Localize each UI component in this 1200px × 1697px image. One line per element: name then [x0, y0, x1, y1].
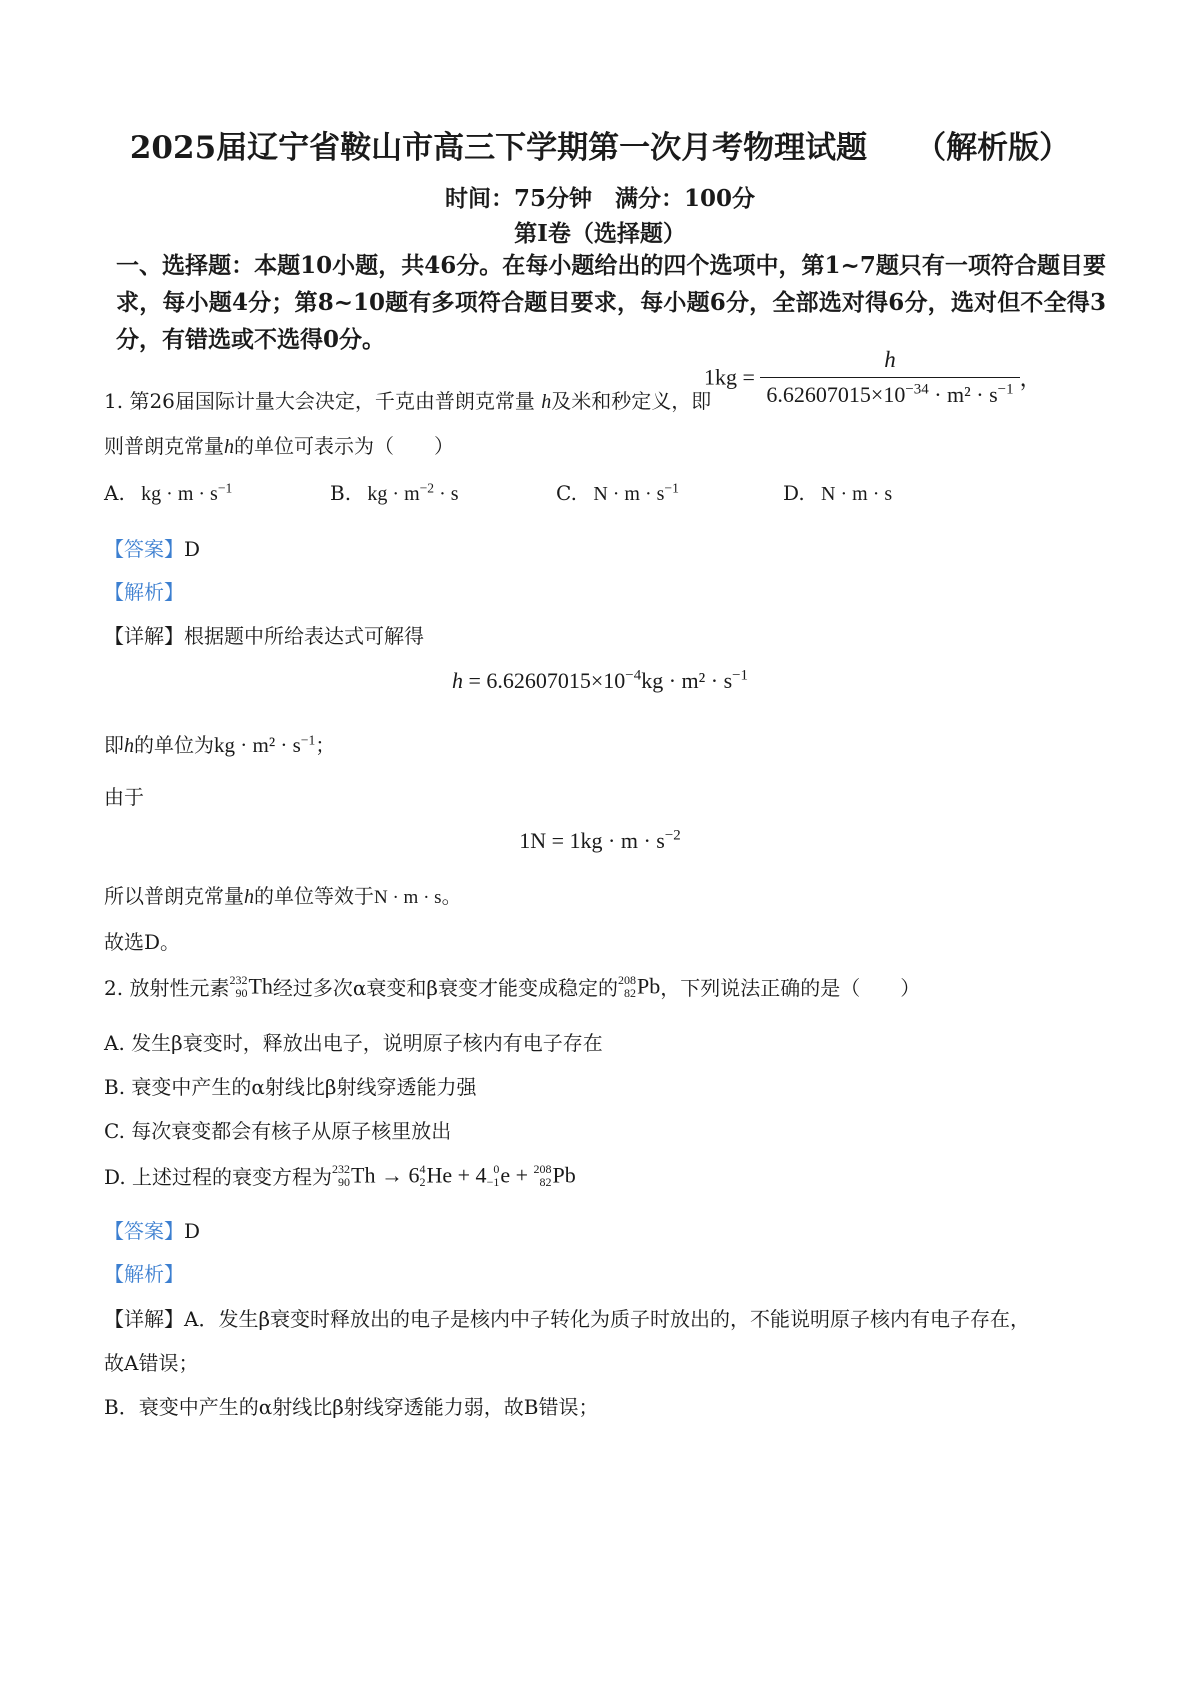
q1-analysis-tag: 【解析】	[104, 580, 184, 604]
q2-pb-nuclide-numbers: 208 82	[617, 972, 636, 1000]
q1-equation-h: $h = 6.62607015\times 10^{-4}kg \cdot m^2 \cdot s^{-1}$	[451, 667, 749, 693]
q2-option-d: D. 上述过程的衰变方程为 232 90 Th → 6 4 2 He + 4 0 −1 e + 208 82 Pb	[104, 1161, 576, 1189]
q2-analysis-tag: 【解析】	[104, 1262, 184, 1286]
volume-heading: 第Ⅰ卷（选择题）	[514, 220, 686, 247]
q2-detail-a-cont: 故A错误；	[104, 1351, 199, 1375]
title-main: 2025届辽宁省鞍山市高三下学期第一次月考物理试题	[129, 130, 868, 166]
q1-option-d: D. N · m · s	[783, 481, 893, 505]
q1-unit-line: 即h的单位为kg · $m^2 \cdot s^{-1}$；	[104, 732, 336, 757]
q2-option-c: C. 每次衰变都会有核子从原子核里放出	[104, 1119, 452, 1143]
q1-definition-fraction: $\frac{h}{6.62607015\times 10^{-34} \cdot m^2 \cdot s^{-1}}$	[760, 347, 1019, 408]
q2-option-a: A. 发生β衰变时，释放出电子，说明原子核内有电子存在	[104, 1031, 603, 1055]
time-info: 时间：75分钟 满分：100分	[444, 185, 756, 212]
q2-stem: 2. 放射性元素 232 90 Th经过多次α衰变和β衰变才能变成稳定的 208 82 Pb，下列说法正确的是（ ）	[104, 972, 921, 1000]
q1-option-a: A. kg · $m \cdot s^{-1}$	[104, 480, 233, 505]
q1-kilogram-definition: 1kg = $\frac{h}{6.62607015\times 10^{-34} \cdot m^2 \cdot s^{-1}}$ ，	[704, 347, 1042, 407]
q2-th-nuclide-numbers: 232 90	[229, 972, 248, 1000]
q2-detail-a: 【详解】A．发生β衰变时释放出的电子是核内中子转化为质子时放出的，不能说明原子核内有电子存在，	[104, 1307, 1031, 1331]
q2-option-b: B. 衰变中产生的α射线比β射线穿透能力强	[104, 1075, 477, 1099]
q1-equation-newton: $1N = 1kg \cdot m \cdot s^{-2}$	[519, 827, 681, 853]
q1-option-b: B. kg · $m^{-2} \cdot s$	[330, 480, 459, 505]
q1-option-c: C. $N \cdot m \cdot s^{-1}$	[556, 480, 679, 505]
q2-detail-b: B．衰变中产生的α射线比β射线穿透能力弱，故B错误；	[104, 1395, 599, 1419]
title-edition: （解析版）	[915, 130, 1071, 166]
q2-answer: 【答案】D	[104, 1219, 201, 1243]
q1-since-line: 由于	[104, 785, 144, 809]
q1-conclusion: 故选D。	[104, 930, 181, 954]
page-title	[0, 122, 1200, 167]
q1-stem-line1: 1. 第26届国际计量大会决定，千克由普朗克常量 h及米和秒定义，即	[104, 389, 712, 413]
section-instructions: 一、选择题：本题10小题，共46分。在每小题给出的四个选项中，第1~7题只有一项符合题目要求，每小题4分；第8~10题有多项符合题目要求，每小题6分，全部选对得6分，选对但不全得3分，有错选或不选得0分。	[116, 252, 1106, 353]
q1-so-line: 所以普朗克常量h的单位等效于N · m · s。	[104, 884, 462, 908]
q1-answer: 【答案】D	[104, 537, 201, 561]
q1-stem-line2: 则普朗克常量h的单位可表示为（ ）	[104, 434, 454, 458]
q1-detail-intro: 【详解】根据题中所给表达式可解得	[104, 624, 424, 648]
